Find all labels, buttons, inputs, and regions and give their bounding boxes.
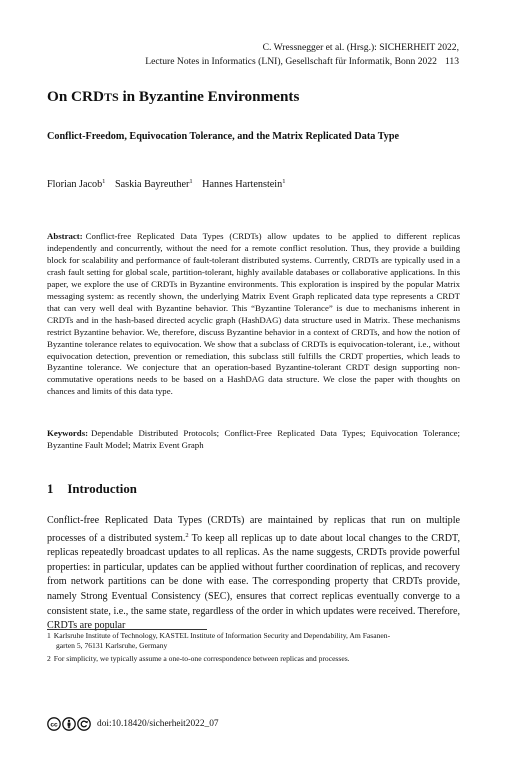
- title-small-caps: TS: [103, 90, 119, 104]
- affiliation-mark: 1: [102, 178, 106, 185]
- intro-paragraph: [47, 514, 460, 634]
- author: [115, 179, 193, 190]
- affiliation-mark: 1: [282, 178, 286, 185]
- keywords-label: Keywords:: [47, 428, 89, 438]
- sa-arrow-icon: [77, 717, 91, 731]
- footnote-text-cont: garten 5, 76131 Karlsruhe, Germany: [56, 641, 168, 651]
- paper-title: [47, 87, 467, 107]
- author-name: Saskia Bayreuther: [114, 179, 190, 190]
- cc-icon: [47, 717, 61, 731]
- footnote-text: For simplicity, we typically assume a one-to-one correspondence between replicas and processes.: [53, 654, 350, 663]
- section-number: 1: [47, 482, 54, 496]
- running-header: [145, 41, 459, 69]
- section-heading: [47, 481, 137, 497]
- footnote-text: Karlsruhe Institute of Technology, KASTEL Institute of Information Security and Dependability, Am Fasanen-: [53, 631, 391, 640]
- header-line-2: [145, 55, 459, 69]
- section-title: Introduction: [67, 482, 137, 496]
- title-text-2: in Byzantine Environments: [118, 88, 300, 105]
- author-name: Florian Jacob: [47, 179, 103, 190]
- abstract-label: Abstract:: [47, 231, 83, 241]
- title-text-1: On CRD: [47, 88, 104, 105]
- intro-text-1: Conflict-free Replicated Data Types (CRDTs) are maintained by replicas that run on multiple processes of a distributed system.: [47, 515, 460, 544]
- author-name: Hannes Hartenstein: [202, 179, 283, 190]
- by-person-icon: [62, 717, 76, 731]
- abstract-text: Conflict-free Replicated Data Types (CRDTs) allow updates to be applied to different replicas independently and concurrently, without the need for a remote conflict resolution. Thus, they provide a building block for scalability and performance of fault-tolerant distributed systems. Currently, CRDTs are typically used in a crash fault setting for global scale, partition-tolerant, highly available databases or collaborative applications. In this paper, we explore the use of CRDTs in Byzantine environments. This exploration is inspired by the popular Matrix messaging system: as recently shown, the underlying Matrix Event Graph replicated data type represents a CRDT that can very well deal with Byzantine behavior. This “Byzantine Tolerance” is due to mechanisms inherent in CRDTs and in the hash-based directed acyclic graph (HashDAG) data structure used in Matrix. These mechanisms restrict Byzantine behavior. We, therefore, discuss Byzantine behavior in a context of CRDTs, and how the notion of Byzantine tolerance relates to equivocation. We show that a subclass of CRDTs is equivocation-tolerant, i.e., without equivocation detection, prevention or remediation, this subclass still fulfills the CRDT properties, which leads to Byzantine tolerance. We conjecture that an operation-based Byzantine-tolerant CRDT design supporting non-commutative operations needs to be based on a HashDAG data structure. We close the paper with thoughts on chances and limits of this data type.: [47, 231, 460, 397]
- header-publisher: Lecture Notes in Informatics (LNI), Gesellschaft für Informatik, Bonn 2022: [145, 56, 437, 67]
- doi-line: [47, 716, 219, 732]
- doi-text: doi:10.18420/sicherheit2022_07: [97, 719, 219, 729]
- intro-text-2: To keep all replicas up to date about local changes to the CRDT, replicas repeatedly broadcast updates to all replicas. As the name suggests, CRDTs provide powerful properties: in particular, updates can be applied without further coordination of replicas, and recovery from network partitions can be done with ease. The corresponding property that CRDTs provide, namely Strong Eventual Consistency (SEC), ensures that correct replicas eventually converge to a consistent state, i.e., the same state, regardless of the order in which updates were received. Therefore, CRDTs are popular: [47, 532, 460, 632]
- header-line-1: C. Wressnegger et al. (Hrsg.): SICHERHEIT 2022,: [262, 42, 459, 53]
- cc-by-sa-license-badge: [47, 717, 91, 731]
- footnote-1: [47, 631, 460, 651]
- paper-subtitle: Conflict-Freedom, Equivocation Tolerance, and the Matrix Replicated Data Type: [47, 131, 400, 142]
- svg-text:cc: cc: [50, 721, 58, 729]
- footnote-mark: 1: [47, 631, 51, 640]
- author: [47, 179, 105, 190]
- affiliation-mark: 1: [189, 178, 193, 185]
- footnote-rule: [47, 629, 207, 630]
- keywords-text: Dependable Distributed Protocols; Conflict-Free Replicated Data Types; Equivocation Tolerance; Byzantine Fault Model; Matrix Event Graph: [47, 428, 460, 450]
- page-number: 113: [444, 56, 459, 67]
- author: [202, 179, 285, 190]
- author-list: [47, 175, 292, 192]
- keywords: [47, 428, 460, 452]
- footnote-mark: 2: [47, 654, 51, 663]
- footnote-ref: 2: [185, 531, 189, 539]
- abstract: [47, 231, 460, 398]
- footnote-2: [47, 654, 460, 664]
